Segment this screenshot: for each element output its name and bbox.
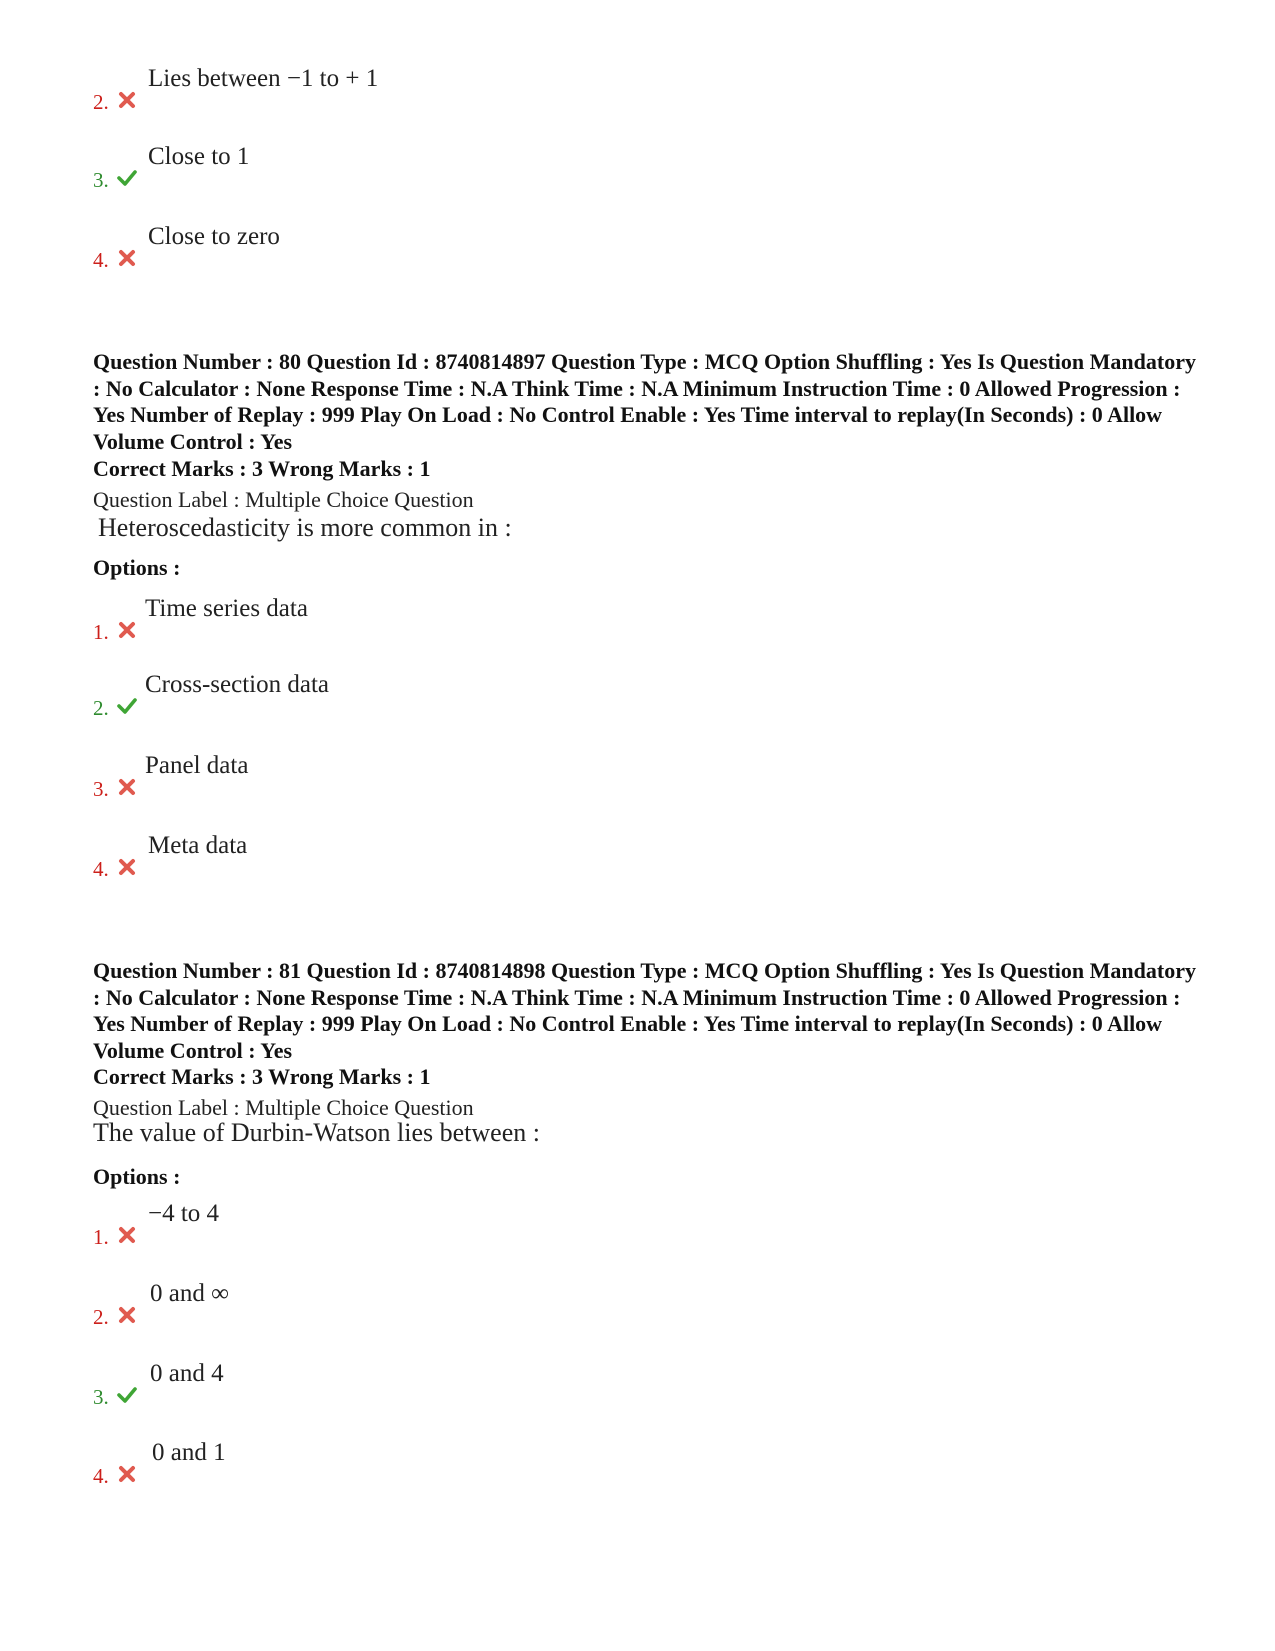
question-marks: Correct Marks : 3 Wrong Marks : 1 <box>93 1064 431 1089</box>
option-text: Time series data <box>145 595 308 622</box>
question-text: Heteroscedasticity is more common in : <box>98 513 512 542</box>
correct-check-icon <box>117 1385 137 1405</box>
option-text: Lies between −1 to + 1 <box>148 65 379 92</box>
option-number: 4. <box>93 857 109 881</box>
wrong-cross-icon <box>117 248 137 268</box>
option-row <box>93 1279 893 1329</box>
option-text: Close to zero <box>148 223 280 250</box>
option-row <box>93 831 893 881</box>
option-number: 1. <box>93 620 109 644</box>
option-number: 4. <box>93 1464 109 1488</box>
wrong-cross-icon <box>117 777 137 797</box>
option-number: 3. <box>93 1385 109 1409</box>
question-label: Question Label : Multiple Choice Question <box>93 1095 474 1120</box>
option-row <box>93 64 893 114</box>
option-text: Panel data <box>145 752 249 779</box>
option-number: 2. <box>93 696 109 720</box>
wrong-cross-icon <box>117 620 137 640</box>
option-row <box>93 142 893 192</box>
options-heading: Options : <box>93 1164 181 1189</box>
option-text: 0 and 4 <box>150 1360 224 1387</box>
correct-check-icon <box>117 168 137 188</box>
option-row <box>93 1438 893 1488</box>
option-text: −4 to 4 <box>148 1200 220 1227</box>
option-number: 1. <box>93 1225 109 1249</box>
option-number: 2. <box>93 1305 109 1329</box>
option-number: 4. <box>93 248 109 272</box>
wrong-cross-icon <box>117 1225 137 1245</box>
wrong-cross-icon <box>117 1464 137 1484</box>
question-marks: Correct Marks : 3 Wrong Marks : 1 <box>93 456 431 481</box>
option-number: 3. <box>93 777 109 801</box>
option-row <box>93 594 893 644</box>
question-meta: Question Number : 81 Question Id : 8740814898 Question Type : MCQ Option Shuffling : Yes Is Question Mandatory : No Calculator : None Response Time : N.A Think Time : N.A Minimum Instruction Time : 0 Allowed Progression : Yes Number of Replay : 999 Play On Load : No Control Enable : Yes Time interval to replay(In Seconds) : 0 Allow Volume Control : Yes <box>93 958 1196 1063</box>
option-text: Cross-section data <box>145 671 329 698</box>
option-text: 0 and ∞ <box>150 1280 229 1307</box>
option-number: 2. <box>93 90 109 114</box>
option-row <box>93 751 893 801</box>
option-row <box>93 222 893 272</box>
wrong-cross-icon <box>117 857 137 877</box>
option-text: Close to 1 <box>148 143 250 170</box>
option-row <box>93 1359 893 1409</box>
option-text: Meta data <box>148 832 248 859</box>
question-label: Question Label : Multiple Choice Question <box>93 487 474 512</box>
correct-check-icon <box>117 696 137 716</box>
option-text: 0 and 1 <box>152 1439 226 1466</box>
options-heading: Options : <box>93 555 181 580</box>
option-row <box>93 670 893 720</box>
question-meta: Question Number : 80 Question Id : 8740814897 Question Type : MCQ Option Shuffling : Yes Is Question Mandatory : No Calculator : None Response Time : N.A Think Time : N.A Minimum Instruction Time : 0 Allowed Progression : Yes Number of Replay : 999 Play On Load : No Control Enable : Yes Time interval to replay(In Seconds) : 0 Allow Volume Control : Yes <box>93 349 1196 454</box>
wrong-cross-icon <box>117 90 137 110</box>
option-row <box>93 1199 893 1249</box>
option-number: 3. <box>93 168 109 192</box>
wrong-cross-icon <box>117 1305 137 1325</box>
question-text: The value of Durbin-Watson lies between : <box>93 1118 540 1147</box>
